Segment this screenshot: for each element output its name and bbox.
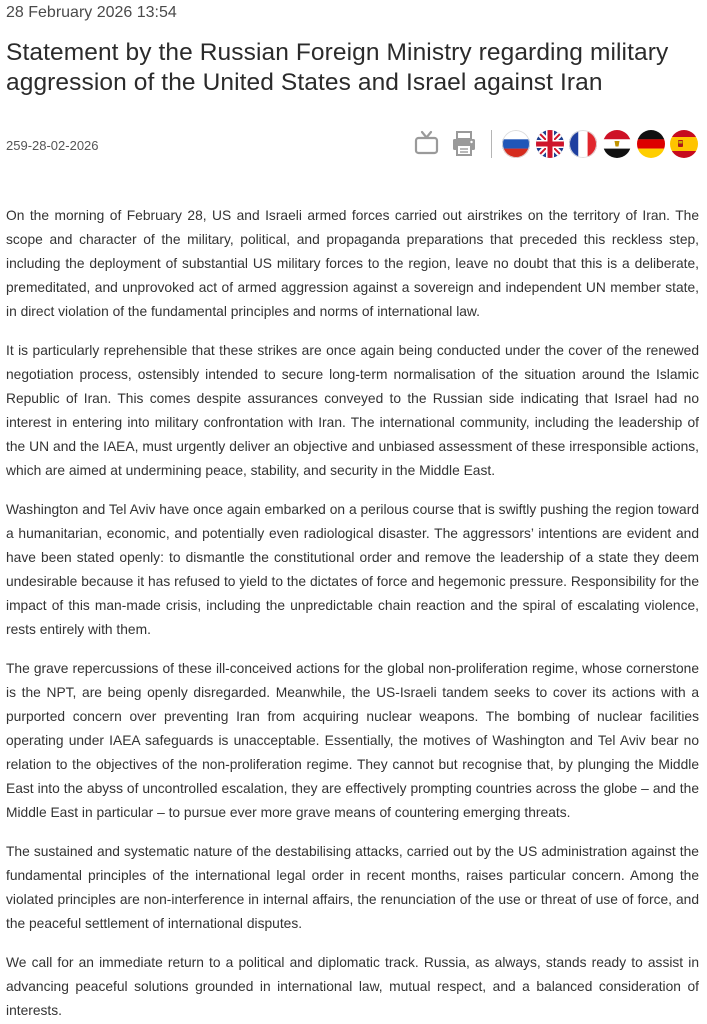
russia-flag-icon[interactable] bbox=[502, 130, 530, 158]
body-paragraph: Washington and Tel Aviv have once again embarked on a perilous course that is swiftly pushing the region toward a humanitarian, economic, and potentially even radiological disaster. The aggressors’ intentions are evident and have been stated openly: to dismantle the constitutional order and remove the leadership of a state they deem undesirable because it has refused to yield to the dictates of force and hegemonic pressure. Responsibility for the impact of this man-made crisis, including the unpredictable chain reaction and the spiral of escalating violence, rests entirely with them. bbox=[6, 502, 699, 637]
toolbar-separator bbox=[491, 130, 492, 158]
tv-icon[interactable] bbox=[414, 130, 440, 158]
printer-icon[interactable] bbox=[451, 130, 477, 158]
germany-flag-icon[interactable] bbox=[637, 130, 665, 158]
egypt-flag-icon[interactable] bbox=[603, 130, 631, 158]
uk-flag-icon[interactable] bbox=[536, 130, 564, 158]
document-number: 259-28-02-2026 bbox=[6, 138, 99, 153]
body-paragraph: It is particularly reprehensible that these strikes are once again being conducted under the cover of the renewed negotiation process, ostensibly intended to secure long-term normalisation of the situation around the Islamic Republic of Iran. This comes despite assurances conveyed to the Russian side indicating that Israel had no interest in entering into military confrontation with Iran. The international community, including the leadership of the UN and the IAEA, must urgently deliver an objective and unbiased assessment of these irresponsible actions, which are aimed at undermining peace, stability, and security in the Middle East. bbox=[6, 343, 699, 478]
body-paragraph: On the morning of February 28, US and Israeli armed forces carried out airstrikes on the territory of Iran. The scope and character of the military, political, and propaganda preparations that preceded this reckless step, including the deployment of substantial US military forces to the region, leave no doubt that this is a deliberate, premeditated, and unprovoked act of armed aggression against a sovereign and independent UN member state, in direct violation of the fundamental principles and norms of international law. bbox=[6, 208, 699, 319]
spain-flag-icon[interactable] bbox=[670, 130, 698, 158]
body-paragraph: The grave repercussions of these ill-conceived actions for the global non-proliferation regime, whose cornerstone is the NPT, are being openly disregarded. Meanwhile, the US-Israeli tandem seeks to cover its actions with a purported concern over preventing Iran from acquiring nuclear weapons. The bombing of nuclear facilities operating under IAEA safeguards is unacceptable. Essentially, the motives of Washington and Tel Aviv bear no relation to the objectives of the non-proliferation regime. They cannot but recognise that, by plunging the Middle East into the abyss of uncontrolled escalation, they are effectively prompting countries across the globe – and the Middle East in particular – to pursue ever more grave means of countering emerging threats. bbox=[6, 661, 699, 820]
body-paragraph: The sustained and systematic nature of the destabilising attacks, carried out by the US administration against the fundamental principles of the international legal order in recent months, raises particular concern. Among the violated principles are non-interference in internal affairs, the renunciation of the use or threat of use of force, and the peaceful settlement of international disputes. bbox=[6, 844, 699, 931]
page-title: Statement by the Russian Foreign Ministry regarding military aggression of the United States and Israel against Iran bbox=[6, 39, 669, 96]
statement-body bbox=[6, 204, 699, 1024]
publish-date: 28 February 2026 13:54 bbox=[6, 4, 177, 21]
body-paragraph: We call for an immediate return to a political and diplomatic track. Russia, as always, stands ready to assist in advancing peaceful solutions grounded in international law, mutual respect, and a balanced consideration of interests. bbox=[6, 955, 699, 1018]
france-flag-icon[interactable] bbox=[569, 130, 597, 158]
